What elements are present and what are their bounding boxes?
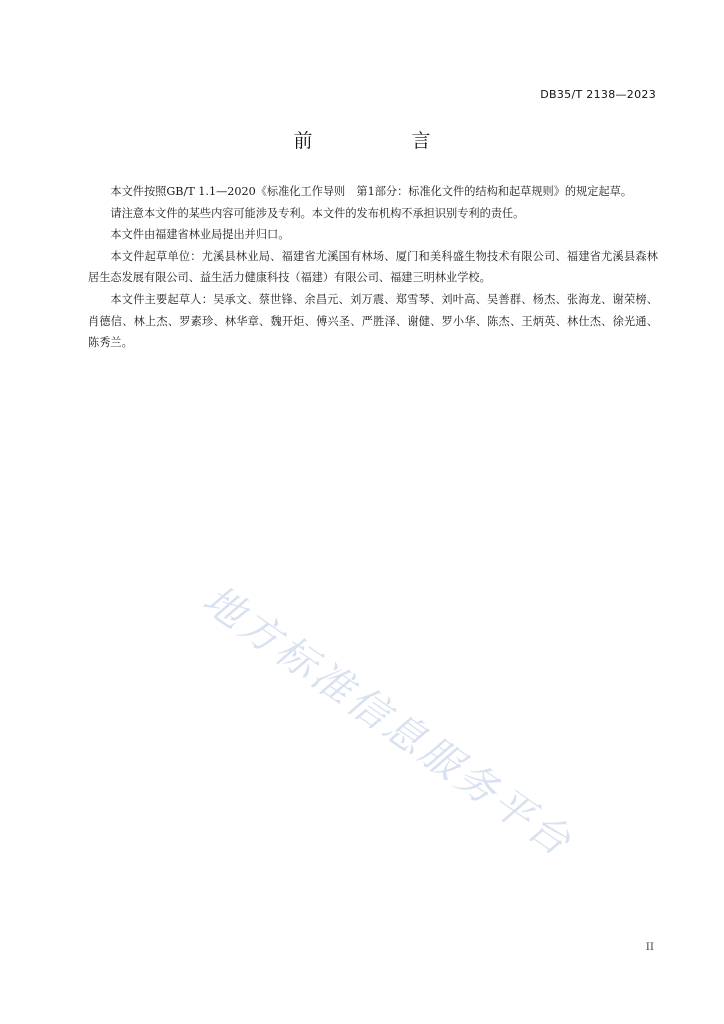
paragraph-drafters: 本文件主要起草人：吴承文、蔡世锋、余昌元、刘万震、郑雪琴、刘叶高、吴善群、杨杰、张海龙、谢荣榜、肖德信、林上杰、罗素珍、林华章、魏开炬、傅兴圣、严胜泽、谢健、罗小华、陈杰、王炳英、林仕杰、徐光通、陈秀兰。: [88, 292, 658, 350]
watermark: 地方标准信息服务平台: [194, 576, 582, 867]
page-title: 前 言: [293, 130, 471, 152]
paragraph-proposer: 本文件由福建省林业局提出并归口。: [110, 228, 290, 242]
standard-code: DB35/T 2138—2023: [540, 88, 656, 101]
page-number: II: [645, 941, 654, 953]
paragraph-drafting-units: 本文件起草单位：尤溪县林业局、福建省尤溪国有林场、厦门和美科盛生物技术有限公司、福建省尤溪县森林居生态发展有限公司、益生活力健康科技（福建）有限公司、福建三明林业学校。: [88, 249, 658, 285]
paragraph-drafting-rules: 本文件按照GB/T 1.1—2020《标准化工作导则 第1部分：标准化文件的结构和起草规则》的规定起草。: [110, 185, 633, 198]
foreword-body: [88, 181, 658, 354]
paragraph-patent-notice: 请注意本文件的某些内容可能涉及专利。本文件的发布机构不承担识别专利的责任。: [110, 206, 525, 220]
